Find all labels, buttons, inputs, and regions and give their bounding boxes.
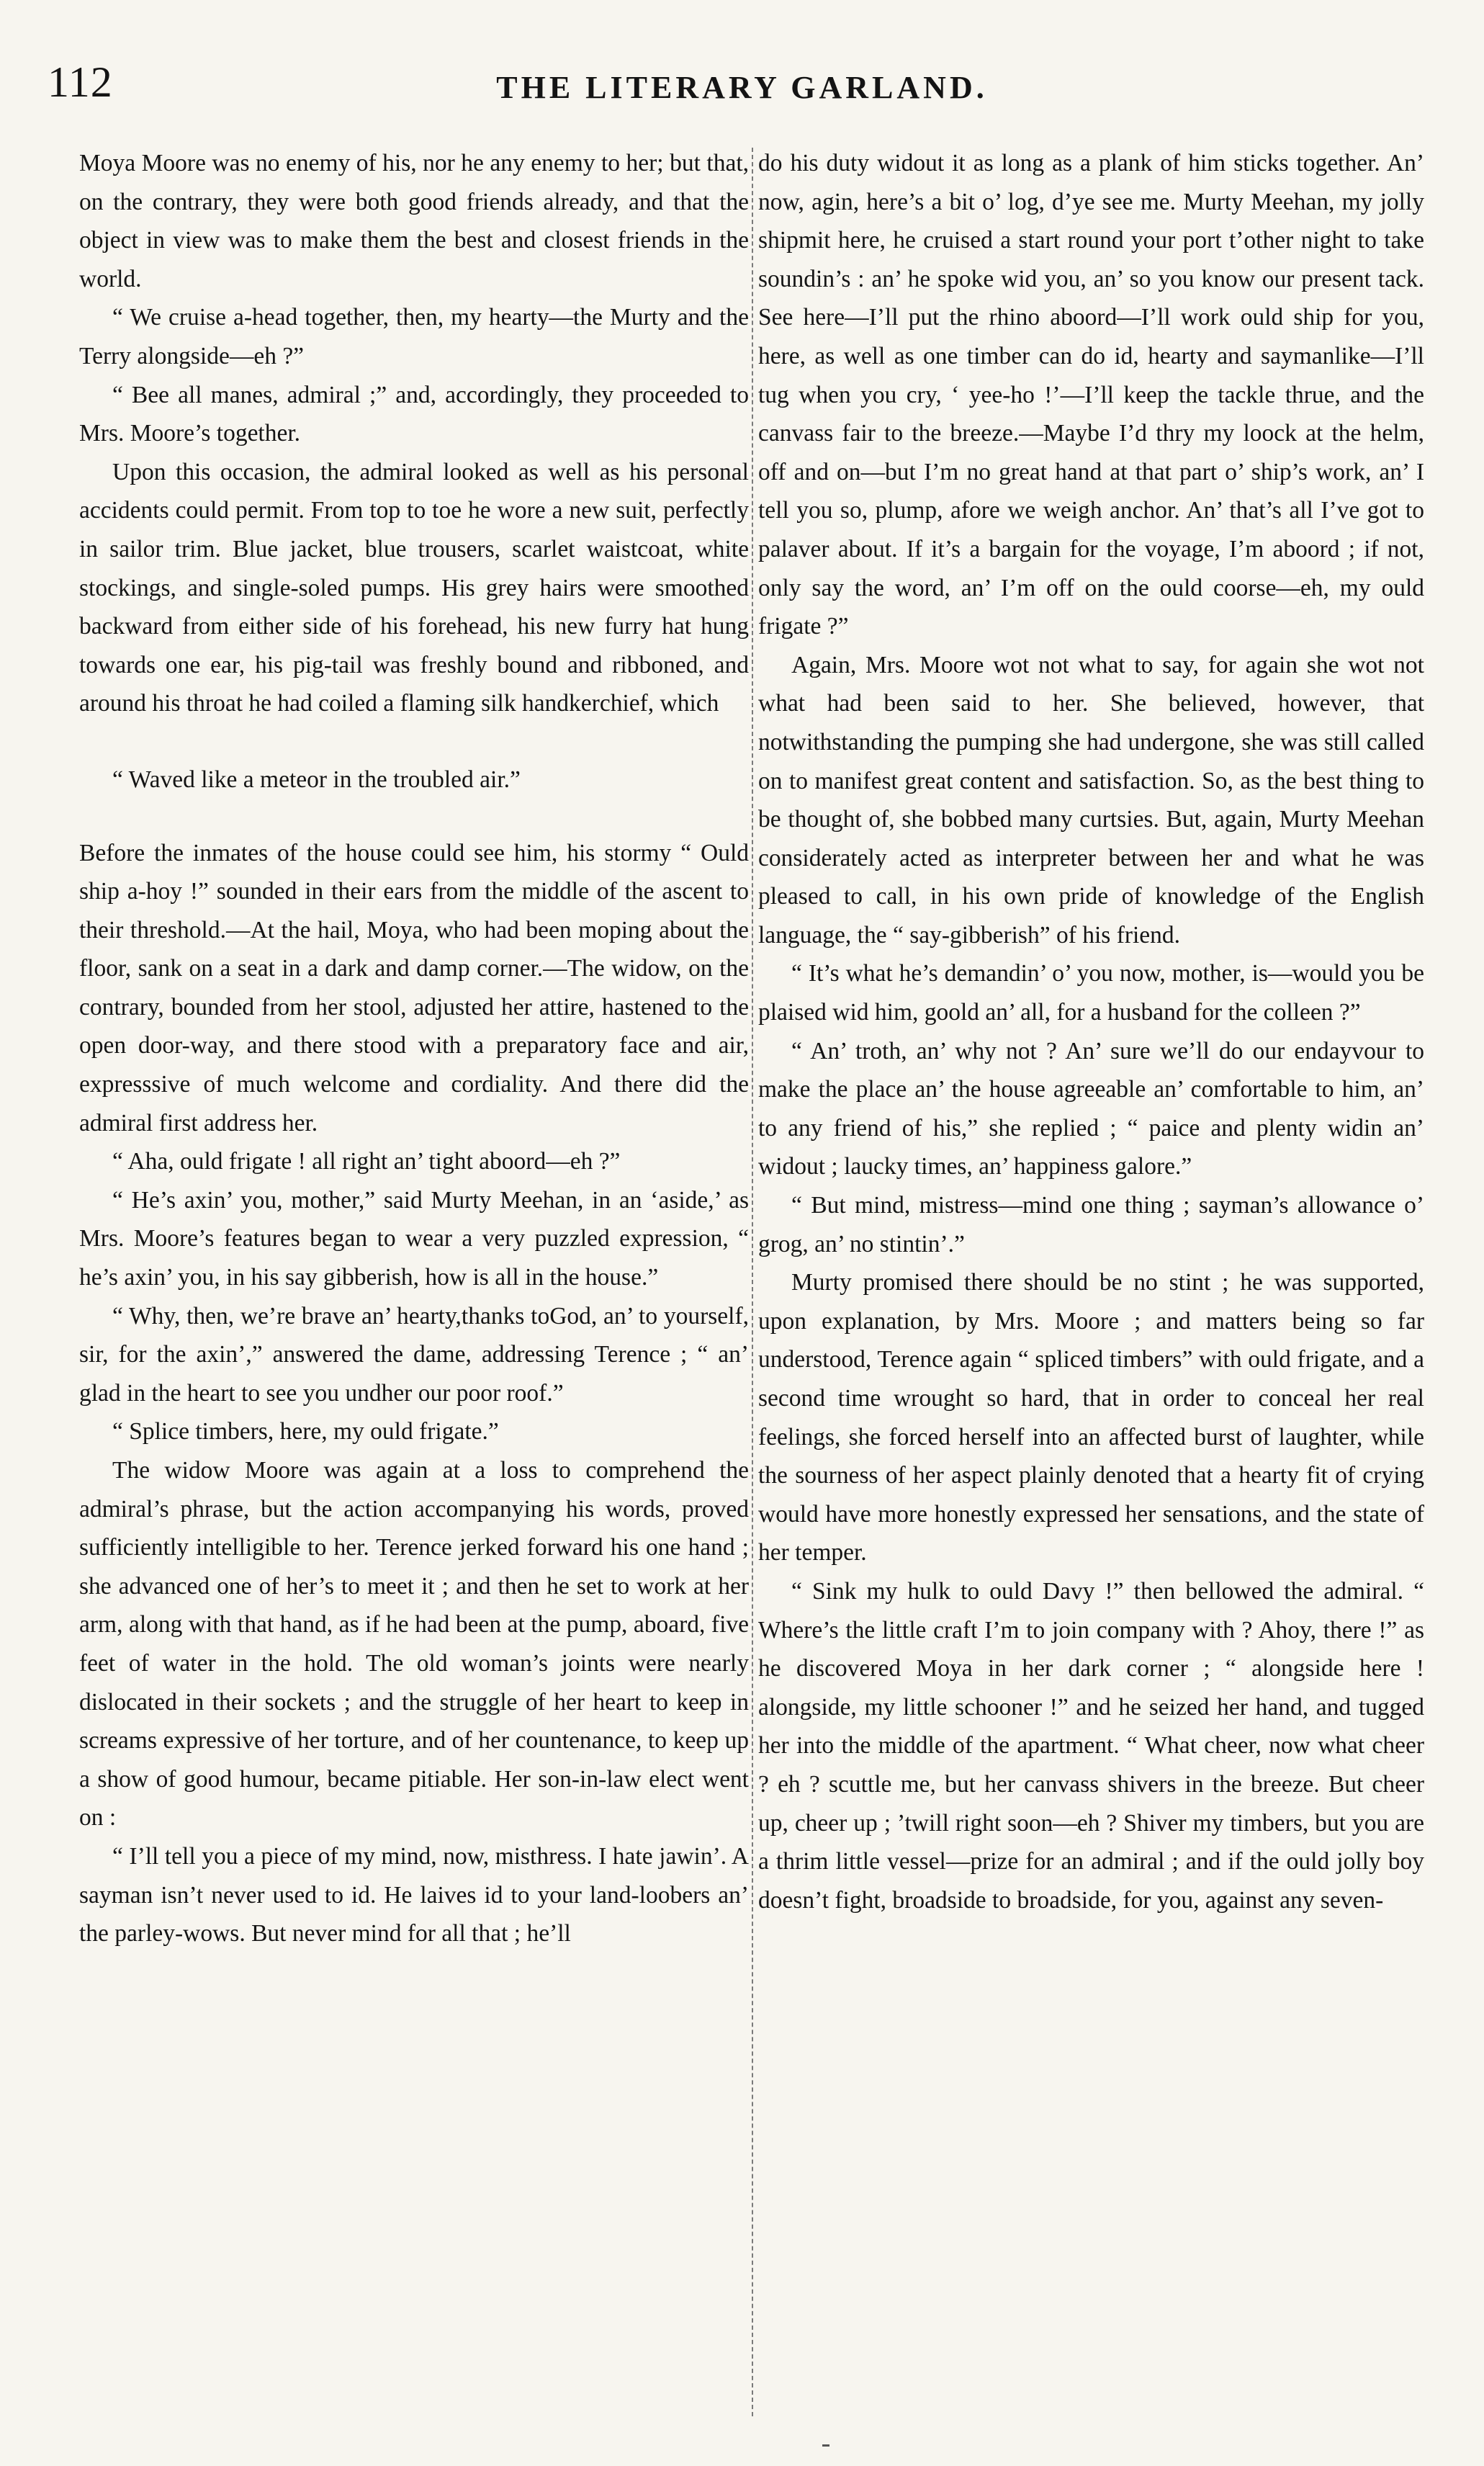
paragraph: “ Why, then, we’re brave an’ hearty,thanks toGod, an’ to yourself, sir, for the axin’,” answered the dame, addressing Terence ; “ an’ glad in the heart to see you undher our poor roof.” xyxy=(79,1302,749,1407)
paragraph: Moya Moore was no enemy of his, nor he any enemy to her; but that, on the contrary, they were both good friends already, and that the object in view was to make them the best and closest friends in the world. xyxy=(79,150,749,292)
paragraph: Murty promised there should be no stint ; he was supported, upon explanation, by Mrs. Moore ; and matters being so far understood, Terence again “ spliced timbers” with ould frigate, and a second time wrought so hard, that in order to conceal her real feelings, she forced herself into an affected burst of laughter, while the sourness of her aspect plainly denoted that a hearty fit of crying would have more honestly expressed her sensations, and the state of her temper. xyxy=(758,1269,1424,1566)
running-title: THE LITERARY GARLAND. xyxy=(496,70,988,105)
paragraph: “ I’ll tell you a piece of my mind, now, misthress. I hate jawin’. A sayman isn’t never used to id. He laives id to your land-loobers an’ the parley-wows. But never mind for all that ; he’ll xyxy=(79,1842,749,1947)
paragraph: Before the inmates of the house could see him, his stormy “ Ould ship a-hoy !” sounded in their ears from the middle of the ascent to their threshold.—At the hail, Moya, who had been moping about the floor, sank on a seat in a dark and damp corner.—The widow, on the contrary, bounded from her stool, adjusted her attire, hastened to the open door-way, and there stood with a preparatory face and air, expresssive of much welcome and cordiality. And there did the admiral first address her. xyxy=(79,839,749,1136)
paragraph: “ It’s what he’s demandin’ o’ you now, mother, is—would you be plaised wid him, goold an’ all, for a husband for the colleen ?” xyxy=(758,960,1424,1026)
paragraph: Upon this occasion, the admiral looked as well as his personal accidents could permit. From top to toe he wore a new suit, perfectly in sailor trim. Blue jacket, blue trousers, scarlet waistcoat, white stockings, and single-soled pumps. His grey hairs were smoothed backward from either side of his forehead, his new furry hat hung towards one ear, his pig-tail was freshly bound and ribboned, and around his throat he had coiled a flaming silk handkerchief, which xyxy=(79,458,749,717)
paragraph: “ But mind, mistress—mind one thing ; sayman’s allowance o’ grog, an’ no stintin’.” xyxy=(758,1192,1424,1257)
paragraph: The widow Moore was again at a loss to comprehend the admiral’s phrase, but the action accompanying his words, proved sufficiently intelligible to her. Terence jerked forward his one hand ; she advanced one of her’s to meet it ; and then he set to work at her arm, along with that hand, as if he had been at the pump, aboard, five feet of water in the hold. The old woman’s joints were nearly dislocated in their sockets ; and the struggle of her heart to keep in screams expressive of her torture, and of her countenance, to keep up a show of good humour, became pitiable. Her son-in-law elect went on : xyxy=(79,1457,749,1831)
paragraph: Again, Mrs. Moore wot not what to say, for again she wot not what had been said to her. She believed, however, that notwithstanding the pumping she had undergone, she was still called on to manifest great content and satisfaction. So, as the best thing to be thought of, she bobbed many curtsies. But, again, Murty Meehan considerately acted as interpreter between her and what he was pleased to call, in his own pride of knowledge of the English language, the “ say-gibberish” of his friend. xyxy=(758,651,1424,949)
page-number: 112 xyxy=(48,58,113,106)
paragraph: “ We cruise a-head together, then, my hearty—the Murty and the Terry alongside—eh ?” xyxy=(79,304,749,369)
column-divider xyxy=(752,148,753,2416)
paragraph: do his duty widout it as long as a plank of him sticks together. An’ now, agin, here’s a bit o’ log, d’ye see me. Murty Meehan, my jolly shipmit here, he cruised a start round your port t’other night to take soundin’s : an’ he spoke wid you, an’ so you know our present tack. See here—I’ll put the rhino aboord—I’ll work ould ship for you, here, as well as one timber can do id, hearty and saymanlike—I’ll tug when you cry, ‘ yee-ho !’—I’ll keep the tackle thrue, and the canvass fair to the breeze.—Maybe I’d thry my loock at the helm, off and on—but I’m no great hand at that part o’ ship’s work, an’ I tell you so, plump, afore we weigh anchor. An’ that’s all I’ve got to palaver about. If it’s a bargain for the voyage, I’m aboord ; if not, only say the word, an’ I’m off on the ould coorse—eh, my ould frigate ?” xyxy=(758,150,1424,640)
page-header xyxy=(0,0,1484,130)
paragraph: “ An’ troth, an’ why not ? An’ sure we’ll do our endayvour to make the place an’ the house agreeable an’ comfortable to him, an’ to any friend of his,” she replied ; “ paice and plenty widin an’ widout ; laucky times, an’ happiness galore.” xyxy=(758,1037,1424,1180)
right-column xyxy=(758,144,1424,1919)
paragraph: “ Aha, ould frigate ! all right an’ tight aboord—eh ?” xyxy=(112,1148,621,1175)
paragraph: “ He’s axin’ you, mother,” said Murty Meehan, in an ‘aside,’ as Mrs. Moore’s features began to wear a very puzzled expression, “ he’s axin’ you, in his say gibberish, how is all in the house.” xyxy=(79,1186,749,1291)
left-column xyxy=(79,144,749,1953)
print-mark xyxy=(822,2444,829,2447)
paragraph: “ Bee all manes, admiral ;” and, accordingly, they proceeded to Mrs. Moore’s together. xyxy=(79,381,749,447)
paragraph: “ Sink my hulk to ould Davy !” then bellowed the admiral. “ Where’s the little craft I’m to join company with ? Ahoy, there !” as he discovered Moya in her dark corner ; “ alongside here ! alongside, my little schooner !” and he seized her hand, and tugged her into the middle of the apartment. “ What cheer, now what cheer ? eh ? scuttle me, but her canvass shivers in the breeze. But cheer up, cheer up ; ’twill right soon—eh ? Shiver my timbers, but you are a thrim little vessel—prize for an admiral ; and if the ould jolly boy doesn’t fight, broadside to broadside, for you, against any seven- xyxy=(758,1577,1424,1914)
paragraph: “ Splice timbers, here, my ould frigate.” xyxy=(112,1418,499,1445)
verse-quotation: “ Waved like a meteor in the troubled air.” xyxy=(112,766,521,793)
